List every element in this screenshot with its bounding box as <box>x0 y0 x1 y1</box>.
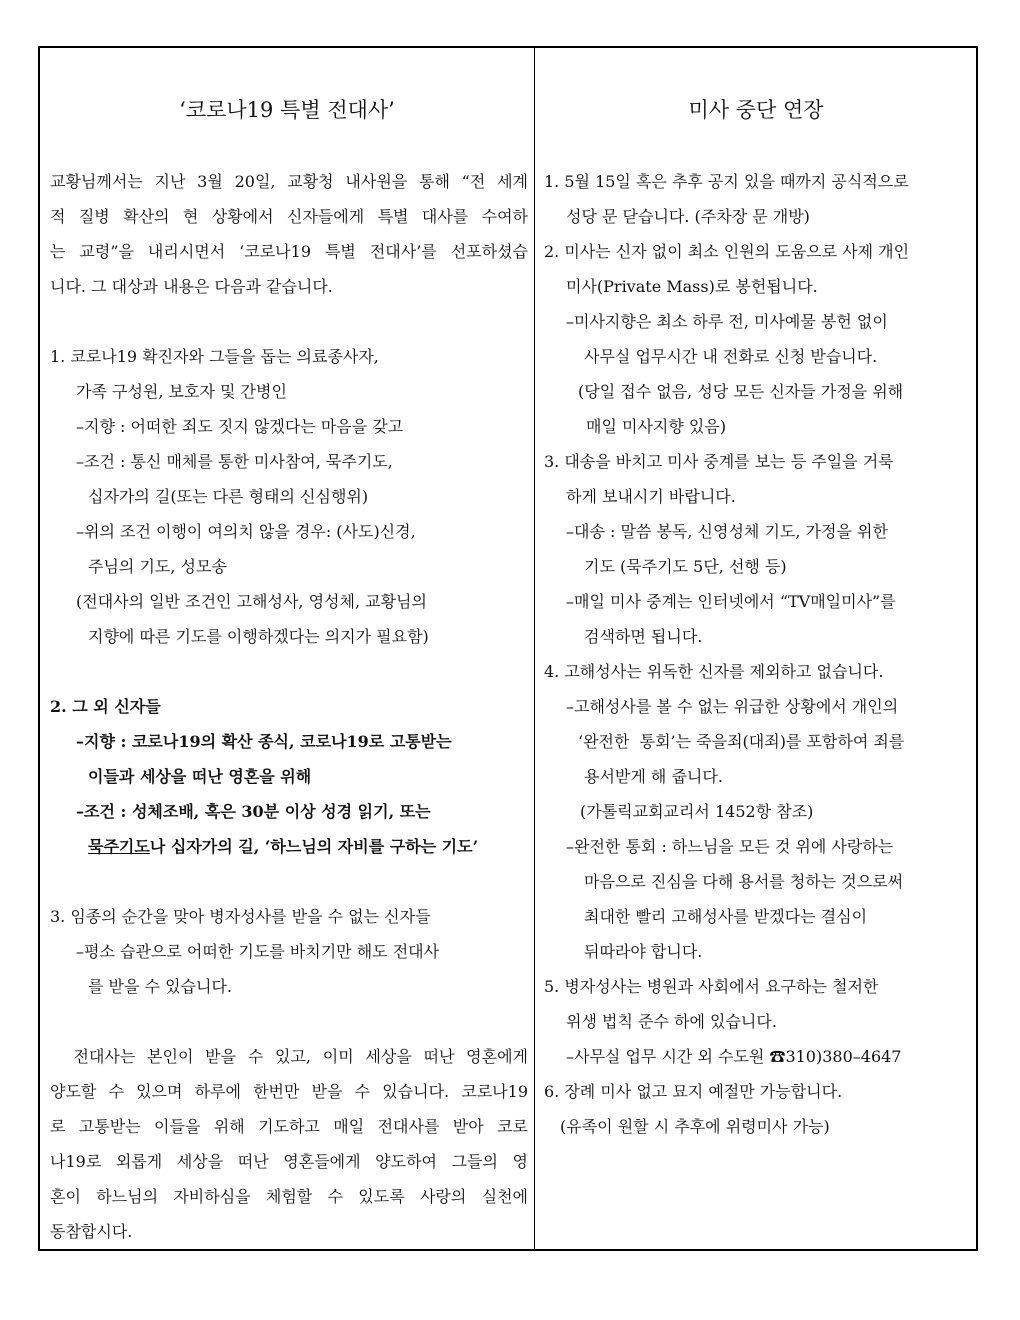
right-line: –완전한 통회 : 하느님을 모든 것 위에 사랑하는 <box>566 837 894 856</box>
section1-heading: 1. 코로나19 확진자와 그들을 돕는 의료종사자, <box>50 347 379 366</box>
left-title: ‘코로나19 특별 전대사’ <box>179 98 395 122</box>
right-line: 용서받게 해 줍니다. <box>584 767 723 786</box>
right-line: 4. 고해성사는 위독한 신자를 제외하고 없습니다. <box>544 662 884 681</box>
right-line: 미사(Private Mass)로 봉헌됩니다. <box>566 277 818 296</box>
right-line: 1. 5월 15일 혹은 추후 공지 있을 때까지 공식적으로 <box>544 172 909 191</box>
right-line: 검색하면 됩니다. <box>584 627 703 646</box>
right-title: 미사 중단 연장 <box>688 98 824 122</box>
right-line: 3. 대송을 바치고 미사 중계를 보는 등 주일을 거룩 <box>544 452 894 471</box>
closing-line: 양도할 수 있으며 하루에 한번만 받을 수 있습니다. 코로나19 <box>50 1082 528 1101</box>
section2-line <box>88 829 478 864</box>
section2-line-rest: 나 십자가의 길, ‘하느님의 자비를 구하는 기도’ <box>149 837 479 856</box>
right-line: –미사지향은 최소 하루 전, 미사예물 봉헌 없이 <box>566 312 888 331</box>
right-line: 뒤따라야 합니다. <box>584 942 703 961</box>
right-line: 최대한 빨리 고해성사를 받겠다는 결심이 <box>584 907 868 926</box>
column-divider <box>534 46 535 1251</box>
intro-line: 적 질병 확산의 현 상황에서 신자들에게 특별 대사를 수여하 <box>50 207 528 226</box>
section3-line: –평소 습관으로 어떠한 기도를 바치기만 해도 전대사 <box>76 942 440 961</box>
right-line: 사무실 업무시간 내 전화로 신청 받습니다. <box>584 347 878 366</box>
right-line: 5. 병자성사는 병원과 사회에서 요구하는 철저한 <box>544 977 879 996</box>
intro-line: 교황님께서는 지난 3월 20일, 교황청 내사원을 통해 “전 세계 <box>50 172 528 191</box>
right-line: 하게 보내시기 바랍니다. <box>566 487 736 506</box>
section2-line: 이들과 세상을 떠난 영혼을 위해 <box>88 767 312 786</box>
closing-line: 혼이 하느님의 자비하심을 체험할 수 있도록 사랑의 실천에 <box>50 1187 528 1206</box>
closing-line: 동참합시다. <box>50 1222 133 1241</box>
right-line: 기도 (묵주기도 5단, 선행 등) <box>584 557 787 576</box>
section3-line: 를 받을 수 있습니다. <box>88 977 232 996</box>
section2-line: –지향 : 코로나19의 확산 종식, 코로나19로 고통받는 <box>76 732 452 751</box>
section1-line: –지향 : 어떠한 죄도 짓지 않겠다는 마음을 갖고 <box>76 417 404 436</box>
section1-line: 가족 구성원, 보호자 및 간병인 <box>76 382 287 401</box>
intro-line: 니다. 그 대상과 내용은 다음과 같습니다. <box>50 277 333 296</box>
intro-line: 는 교령”을 내리시면서 ‘코로나19 특별 전대사’를 선포하셨습 <box>50 242 528 261</box>
section2-heading: 2. 그 외 신자들 <box>50 697 161 716</box>
phone-line: –사무실 업무 시간 외 수도원 ☎310)380–4647 <box>566 1047 902 1066</box>
right-line: 위생 법칙 준수 하에 있습니다. <box>566 1012 777 1031</box>
closing-line: 전대사는 본인이 받을 수 있고, 이미 세상을 떠난 영혼에게 <box>50 1047 528 1066</box>
right-line: (가톨릭교회교리서 1452항 참조) <box>580 802 814 821</box>
closing-line: 나19로 외롭게 세상을 떠난 영혼들에게 양도하여 그들의 영 <box>50 1152 528 1171</box>
right-line: 성당 문 닫습니다. (주차장 문 개방) <box>566 207 810 226</box>
section1-line: 지향에 따른 기도를 이행하겠다는 의지가 필요함) <box>88 627 429 646</box>
right-line: 매일 미사지향 있음) <box>586 417 727 436</box>
section3-heading: 3. 임종의 순간을 맞아 병자성사를 받을 수 없는 신자들 <box>50 907 431 926</box>
underlined-rosary: 묵주기도 <box>88 837 150 856</box>
right-line: 2. 미사는 신자 없이 최소 인원의 도움으로 사제 개인 <box>544 242 910 261</box>
section1-line: (전대사의 일반 조건인 고해성사, 영성체, 교황님의 <box>76 592 427 611</box>
section1-line: –위의 조건 이행이 여의치 않을 경우: (사도)신경, <box>76 522 416 541</box>
right-line: –고해성사를 볼 수 없는 위급한 상황에서 개인의 <box>566 697 899 716</box>
right-line: ‘완전한 통회’는 죽을죄(대죄)를 포함하여 죄를 <box>578 732 905 751</box>
closing-line: 로 고통받는 이들을 위해 기도하고 매일 전대사를 받아 코로 <box>50 1117 528 1136</box>
right-line: –대송 : 말씀 봉독, 신영성체 기도, 가정을 위한 <box>566 522 888 541</box>
right-line: –매일 미사 중계는 인터넷에서 “TV매일미사”를 <box>566 592 896 611</box>
section1-line: 십자가의 길(또는 다른 형태의 신심행위) <box>88 487 369 506</box>
section1-line: –조건 : 통신 매체를 통한 미사참여, 묵주기도, <box>76 452 393 471</box>
right-line: 6. 장례 미사 없고 묘지 예절만 가능합니다. <box>544 1082 843 1101</box>
section1-line: 주님의 기도, 성모송 <box>88 557 227 576</box>
section2-line: –조건 : 성체조배, 혹은 30분 이상 성경 읽기, 또는 <box>76 802 431 821</box>
right-line: (당일 접수 없음, 성당 모든 신자들 가정을 위해 <box>578 382 904 401</box>
right-line: 마음으로 진심을 다해 용서를 청하는 것으로써 <box>584 872 904 891</box>
right-line: (유족이 원할 시 추후에 위령미사 가능) <box>560 1117 830 1136</box>
